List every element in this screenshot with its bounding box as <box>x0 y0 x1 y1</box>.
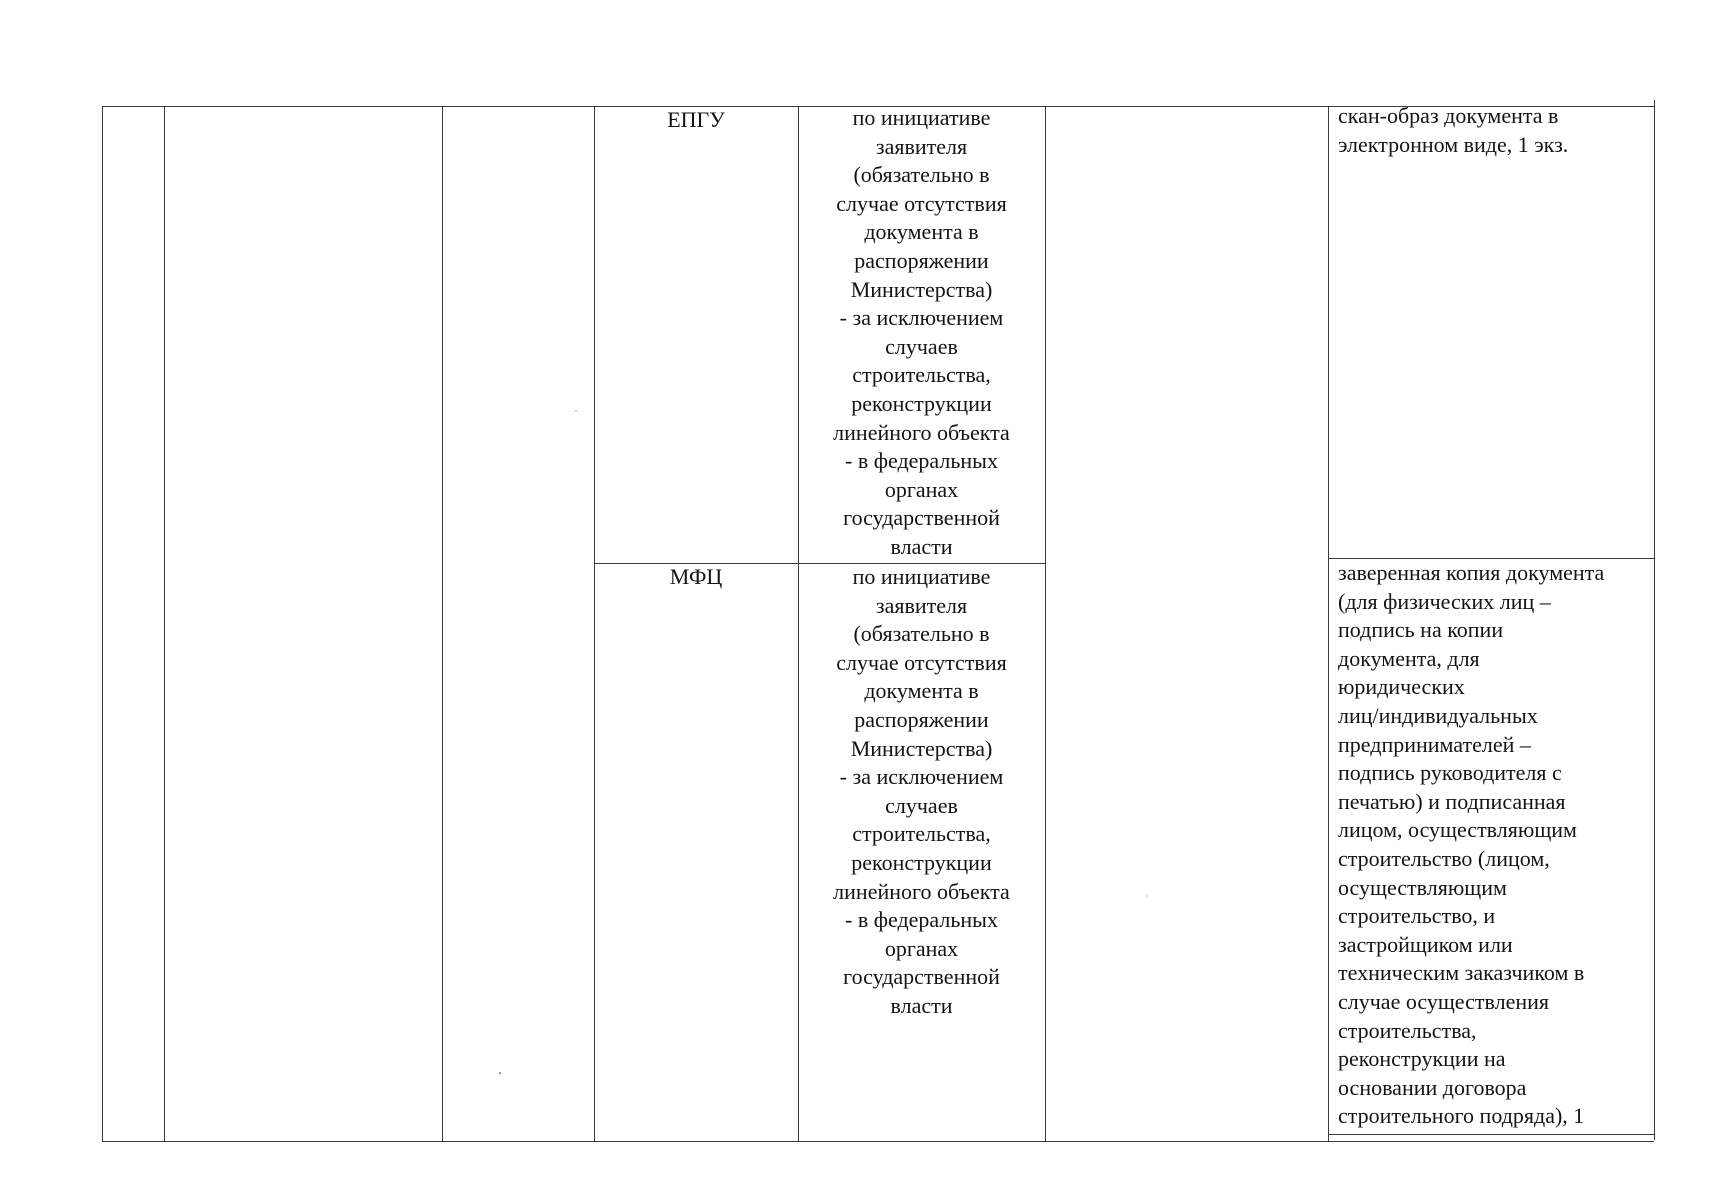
column-border-5 <box>798 106 799 1142</box>
column-border-7 <box>1328 106 1329 1142</box>
column-border-2 <box>164 106 165 1142</box>
row1-form-cell: скан-образ документа в электронном виде, 1 экз. <box>1338 103 1569 157</box>
row2-channel-cell: МФЦ <box>669 564 723 589</box>
scan-speck <box>1146 895 1148 897</box>
row1-channel-cell: ЕПГУ <box>667 107 725 132</box>
row2-form-cell: заверенная копия документа (для физических лиц – подпись на копии документа, для юридических лиц/индивидуальных предпринимателей – подпись руководителя с печатью) и подписанная лицом, осуществляющим строительство (лицом, осуществляющим строительство, и застройщиком или техническим заказчиком в случае осуществления строительства, реконструкции на основании договора строительного подряда), 1 <box>1338 560 1605 1129</box>
table-bottom-border <box>102 1141 1654 1142</box>
scan-speck <box>499 1072 501 1074</box>
scan-speck <box>575 410 577 412</box>
form-cell-bottom-border <box>1328 1134 1654 1135</box>
column-border-6 <box>1045 106 1046 1142</box>
column-border-3 <box>442 106 443 1142</box>
row2-conditions-cell: по инициативе заявителя (обязательно в случае отсутствия документа в распоряжении Министерства) - за исключением случаев строительства, реконструкции линейного объекта - в федеральных органах государственной власти <box>833 564 1010 1018</box>
column-border-8 <box>1654 100 1655 1140</box>
row1-conditions-cell: по инициативе заявителя (обязательно в случае отсутствия документа в распоряжении Министерства) - за исключением случаев строительства, реконструкции линейного объекта - в федеральных органах государственной власти <box>833 105 1010 559</box>
column-border-4 <box>594 106 595 1142</box>
column-border-1 <box>102 106 103 1142</box>
